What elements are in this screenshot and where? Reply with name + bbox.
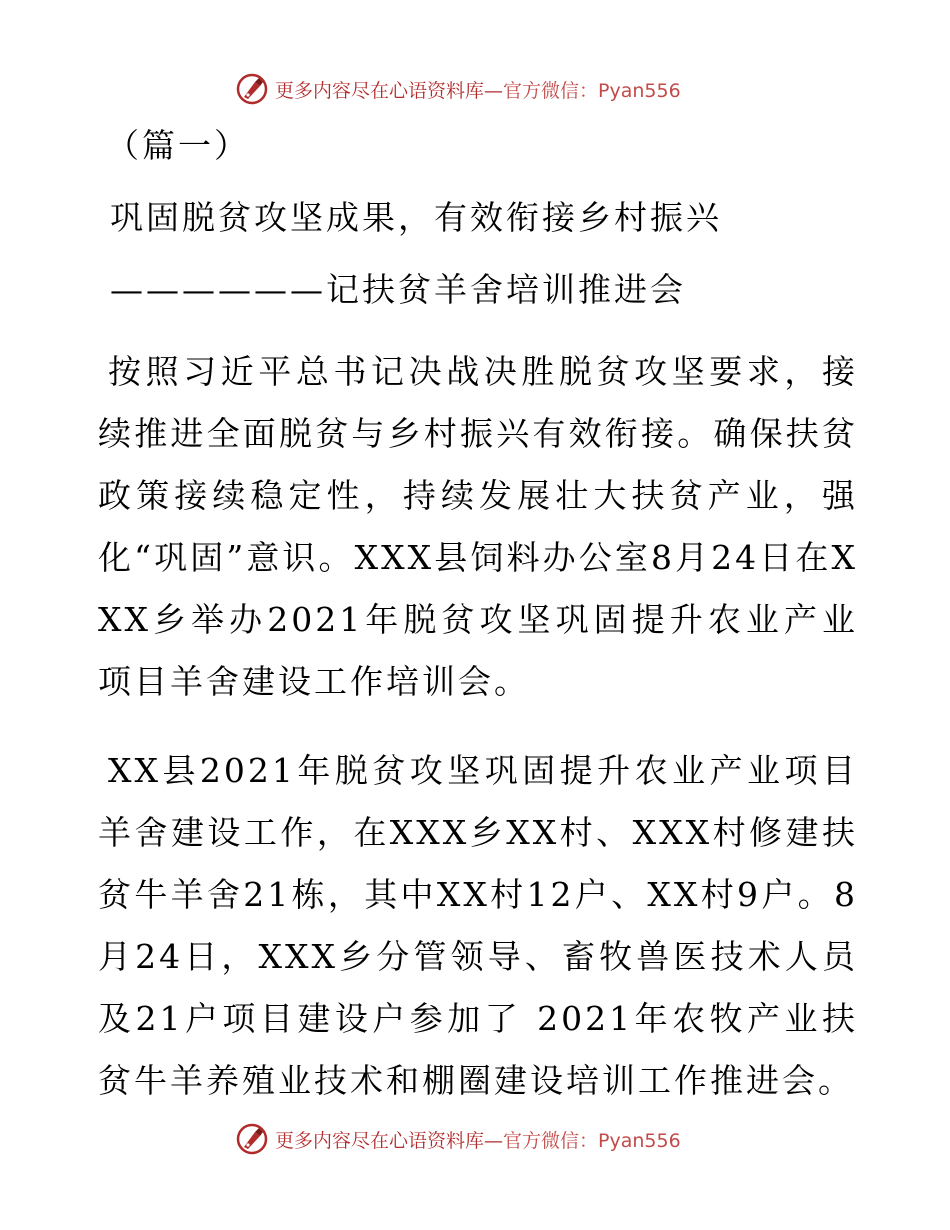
watermark-text: 更多内容尽在心语资料库— <box>275 1129 504 1152</box>
document-subtitle: ——————记扶贫羊舍培训推进会 <box>110 270 686 309</box>
section-label: （篇一） <box>106 126 250 165</box>
paragraph: 按照习近平总书记决战决胜脱贫攻坚要求，接续推进全面脱贫与乡村振兴有效衔接。确保扶贫政策接续稳定性，持续发展壮大扶贫产业，强化“巩固”意识。XXX县饲料办公室8月24日在XXX乡举办2021年脱贫攻坚巩固提升农业产业项目羊舍建设工作培训会。 <box>98 352 858 701</box>
watermark-suffix: 官方微信：Pyan556 <box>503 79 681 102</box>
watermark-suffix: 官方微信：Pyan556 <box>503 1129 681 1152</box>
paragraph: XX县2021年脱贫攻坚巩固提升农业产业项目羊舍建设工作，在XXX乡XX村、XXX村修建扶贫牛羊舍21栋，其中XX村12户、XX村9户。8月24日，XXX乡分管领导、畜牧兽医技术人员及21户项目建设户参加了 2021年农牧产业扶贫牛羊养殖业技术和棚圈建设培训工作推进会。 <box>98 751 858 1100</box>
pen-nib-logo-icon <box>235 1122 269 1156</box>
watermark-text: 更多内容尽在心语资料库— <box>275 79 504 102</box>
document-title: 巩固脱贫攻坚成果，有效衔接乡村振兴 <box>110 198 722 237</box>
pen-nib-logo-icon <box>235 72 269 106</box>
watermark-header <box>235 72 755 106</box>
document-body <box>98 120 858 1112</box>
watermark-footer <box>235 1122 755 1156</box>
